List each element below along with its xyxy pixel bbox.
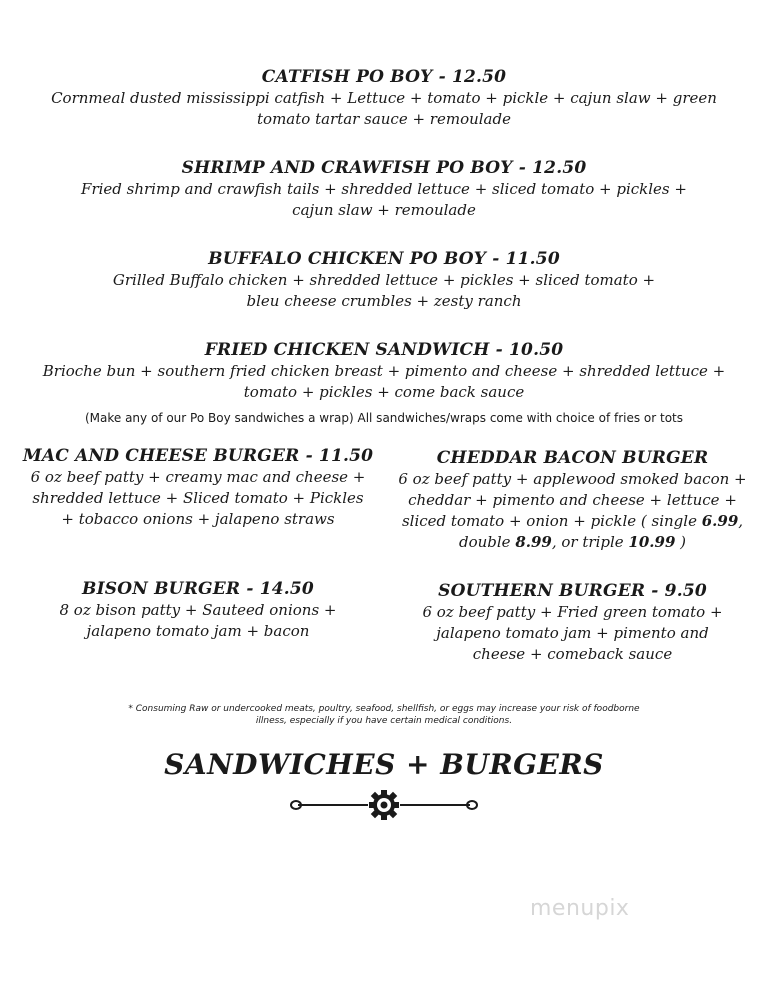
item-title: MAC AND CHEESE BURGER - 11.50: [22, 446, 374, 466]
item-title: BUFFALO CHICKEN PO BOY - 11.50: [208, 249, 560, 269]
menupix-watermark: menupix: [530, 896, 630, 921]
item-description: Brioche bun + southern fried chicken breast + pimento and cheese + shredded lettuce + tomato + pickles + come back sauce: [42, 362, 726, 401]
wrap-note: (Make any of our Po Boy sandwiches a wrap) All sandwiches/wraps come with choice of fries or tots: [84, 411, 684, 425]
gear-divider-icon: [288, 788, 480, 822]
item-title: SHRIMP AND CRAWFISH PO BOY - 12.50: [181, 158, 587, 178]
item-title: FRIED CHICKEN SANDWICH - 10.50: [204, 340, 564, 360]
menu-item-fried-chicken-sandwich: [20, 339, 748, 403]
description-text: 6 oz beef patty + applewood smoked bacon + cheddar + pimento and cheese + lettuce + sliced tomato + onion + pickle ( single: [398, 470, 747, 530]
separator: , double: [458, 512, 744, 551]
menu-item-catfish-po-boy: [20, 66, 748, 130]
menu-item-mac-and-cheese-burger: [18, 445, 378, 530]
item-description: [395, 469, 750, 553]
price-triple: 10.99: [628, 533, 676, 551]
price-double: 8.99: [515, 533, 552, 551]
section-heading: SANDWICHES + BURGERS: [164, 748, 604, 781]
raw-food-disclaimer: * Consuming Raw or undercooked meats, poultry, seafood, shellfish, or eggs may increase your risk of foodborne illness, especially if you have certain medical conditions.: [128, 704, 640, 726]
menu-item-cheddar-bacon-burger: [395, 447, 750, 553]
item-title: BISON BURGER - 14.50: [82, 579, 314, 599]
item-description: 8 oz bison patty + Sauteed onions + jalapeno tomato jam + bacon: [59, 601, 337, 640]
menu-item-bison-burger: [18, 578, 378, 642]
item-description: 6 oz beef patty + creamy mac and cheese + shredded lettuce + Sliced tomato + Pickles + tobacco onions + jalapeno straws: [30, 468, 366, 528]
item-title: CATFISH PO BOY - 12.50: [261, 67, 507, 87]
separator: , or triple: [551, 533, 629, 551]
price-single: 6.99: [701, 512, 739, 530]
menu-item-buffalo-chicken-po-boy: [20, 248, 748, 312]
menu-item-southern-burger: [395, 580, 750, 665]
item-title: SOUTHERN BURGER - 9.50: [438, 581, 707, 601]
item-description: Cornmeal dusted mississippi catfish + Lettuce + tomato + pickle + cajun slaw + green tomato tartar sauce + remoulade: [51, 89, 717, 128]
separator: ): [675, 533, 687, 551]
item-description: Grilled Buffalo chicken + shredded lettuce + pickles + sliced tomato + bleu cheese crumbles + zesty ranch: [112, 271, 656, 310]
item-description: 6 oz beef patty + Fried green tomato + jalapeno tomato jam + pimento and cheese + comeback sauce: [422, 603, 723, 663]
item-title: CHEDDAR BACON BURGER: [436, 448, 709, 468]
item-description: Fried shrimp and crawfish tails + shredded lettuce + sliced tomato + pickles + cajun slaw + remoulade: [81, 180, 687, 219]
menu-item-shrimp-crawfish-po-boy: [20, 157, 748, 221]
